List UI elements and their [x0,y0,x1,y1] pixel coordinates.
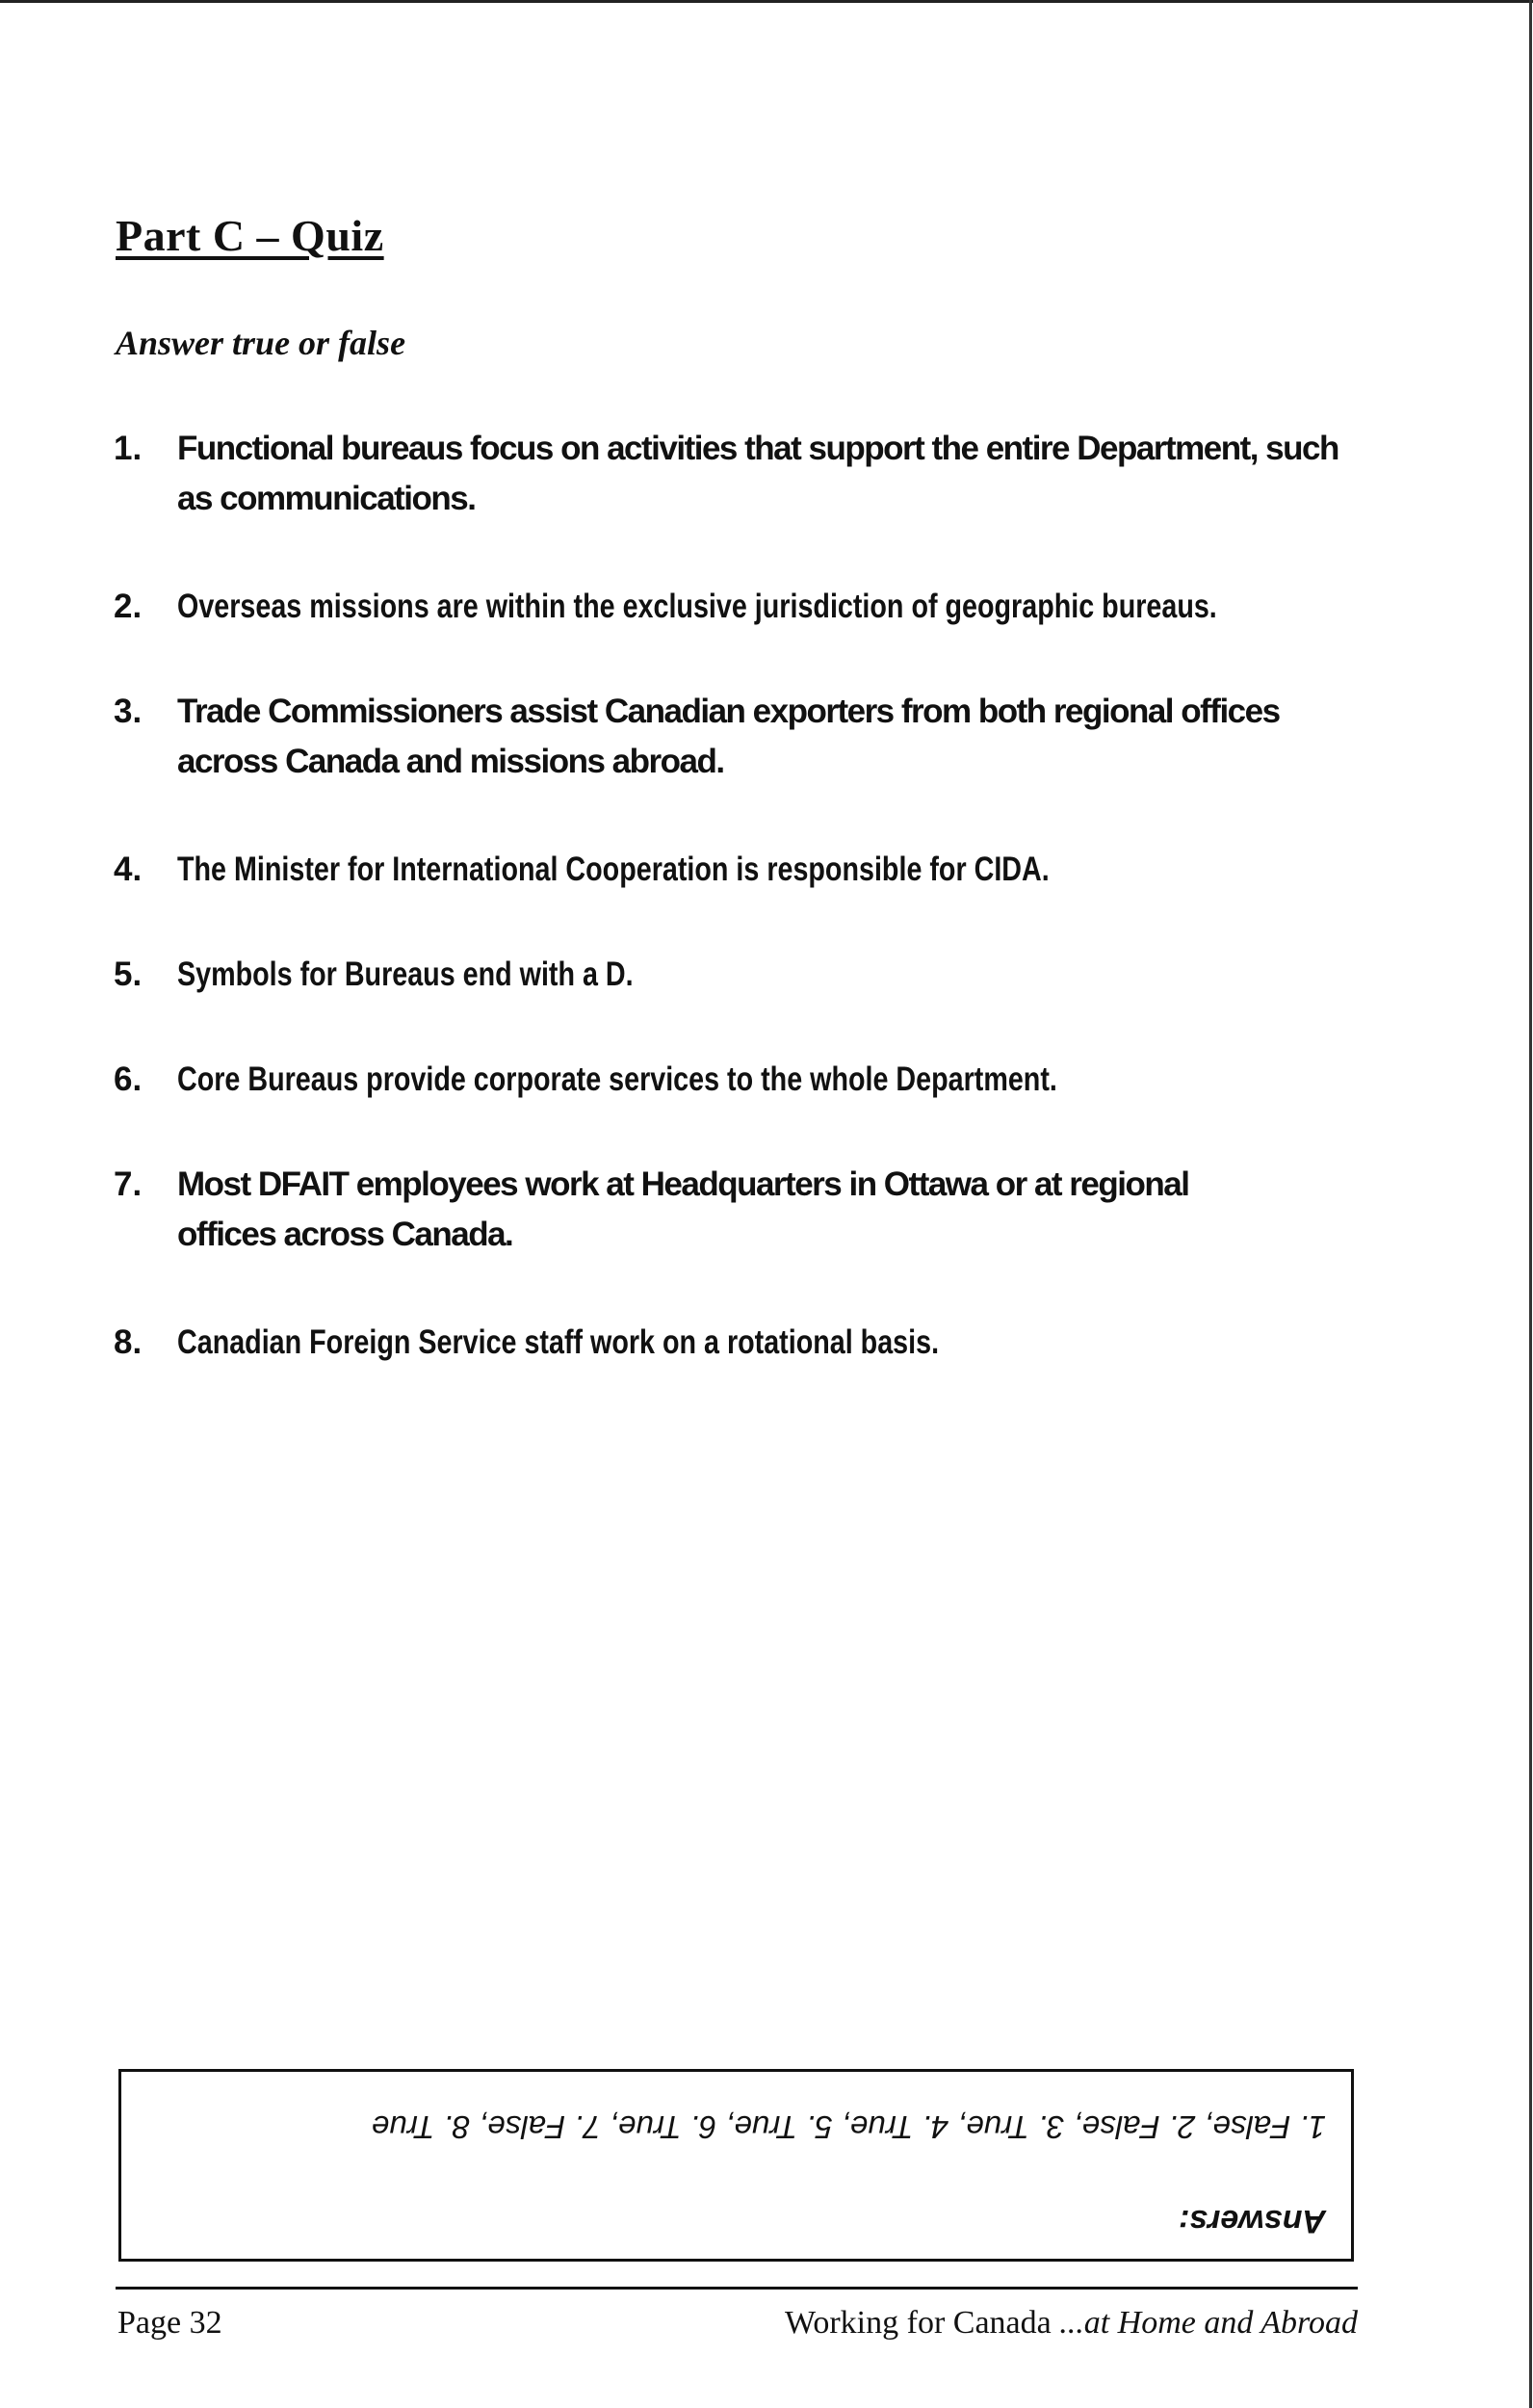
footer-title-main: Working for Canada [784,2305,1060,2341]
quiz-item [114,1160,1365,1260]
right-border-rule [1529,0,1532,2408]
quiz-item-text: Core Bureaus provide corporate services to the whole Department. [177,1060,1057,1098]
footer-rule [116,2287,1358,2290]
page-title: Part C – Quiz [116,211,384,260]
quiz-item-text: Trade Commissioners assist Canadian exporters from both regional offices across Canada and missions abroad. [177,693,1280,780]
quiz-instruction: Answer true or false [116,324,406,362]
quiz-item-text: Canadian Foreign Service staff work on a rotational basis. [177,1323,940,1361]
quiz-item-number: 6. [114,1060,143,1098]
answer-key-text: 1. False, 2. False, 3. True, 4. True, 5. True, 6. True, 7. False, 8. True [372,2109,1326,2145]
footer-title-italic: ...at Home and Abroad [1059,2305,1358,2341]
quiz-item-number: 8. [114,1323,143,1361]
quiz-item-text: Overseas missions are within the exclusive jurisdiction of geographic bureaus. [177,588,1217,625]
quiz-item-number: 3. [114,693,143,730]
running-footer-title [785,2305,1358,2342]
quiz-item-text: Most DFAIT employees work at Headquarters in Ottawa or at regional offices across Canada. [177,1165,1189,1253]
quiz-item [114,687,1365,787]
top-border-rule [0,0,1533,3]
answer-key-box [118,2069,1354,2262]
answer-key-upside-down [121,2072,1351,2259]
quiz-item-text: Functional bureaus focus on activities that support the entire Department, such as communications. [177,430,1338,517]
quiz-item-number: 5. [114,955,143,993]
quiz-item-number: 2. [114,588,143,625]
quiz-item-number: 7. [114,1165,143,1203]
quiz-list [114,424,1365,1368]
quiz-item [114,845,1365,895]
quiz-item-text: Symbols for Bureaus end with a D. [177,955,634,993]
quiz-item [114,1318,1365,1368]
answer-key-label: Answers: [1178,2203,1326,2239]
page-number: Page 32 [117,2305,222,2341]
quiz-item-number: 4. [114,851,143,888]
quiz-item [114,1055,1365,1105]
quiz-item [114,582,1365,632]
quiz-item-number: 1. [114,430,143,467]
quiz-item-text: The Minister for International Cooperation is responsible for CIDA. [177,851,1050,888]
quiz-item [114,424,1365,524]
quiz-item [114,950,1365,1000]
